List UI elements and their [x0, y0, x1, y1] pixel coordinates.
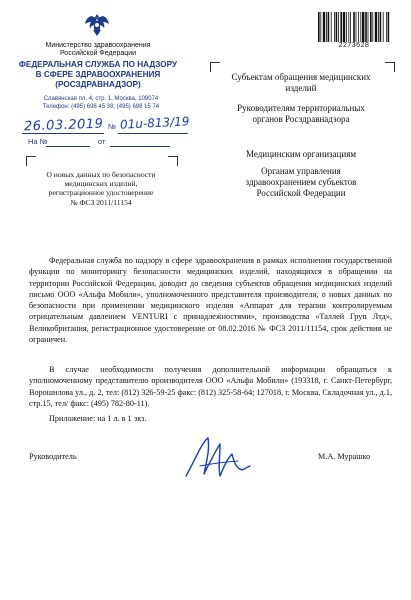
addressee-1: Субъектам обращения медицинских изделий — [231, 72, 371, 93]
number-underline — [118, 133, 188, 134]
body-paragraph-2 — [29, 364, 392, 409]
date-underline — [22, 133, 104, 134]
barcode-bar — [356, 12, 357, 42]
barcode-bar — [383, 12, 384, 42]
ministry-name-line1: Министерство здравоохранения — [45, 42, 151, 49]
barcode-bar — [318, 12, 320, 42]
handwritten-signature — [180, 432, 254, 484]
barcode-bar — [328, 12, 330, 42]
subject-bracket-right — [168, 156, 178, 166]
barcode-bar — [380, 12, 382, 42]
barcode-bar — [386, 12, 387, 42]
sender-phone: Телефон: (495) 698 45 38; (495) 698 15 74 — [42, 104, 160, 110]
barcode-bar — [323, 12, 325, 42]
subject-bracket-left — [26, 156, 36, 166]
reference-number-line — [46, 146, 90, 147]
reference-date-line — [110, 146, 170, 147]
barcode-bar — [346, 12, 347, 42]
body-paragraph-1-text: Федеральная служба по надзору в сфере здравоохранения в рамках исполнения государственной функции по мониторингу безопасности медицинских изделий, находящихся в обращении на территории Российской Федерации, доводит до сведения субъектов обращения медицинских изделий письмо ООО «Альфа Мобили», уполномоченного представителя производителя, о новых данных по безопасности при применении медицинского изделия «Аппарат для терапии контролируемым отрицательным давлением VENTURI с принадлежностями», производства «Таллей Груп Лтд», Великобритания, регистрационное удостоверение от 08.02.2016 № ФСЗ 2011/11154, срок действия не ограничен. — [29, 256, 392, 345]
barcode-number: 2273628 — [338, 42, 370, 49]
barcode-bar — [370, 12, 372, 42]
signatory-role: Руководитель — [29, 452, 77, 461]
subject-line2: медицинских изделий, — [64, 179, 138, 189]
barcode-bar — [348, 12, 349, 42]
double-headed-eagle-icon — [82, 10, 112, 40]
barcode-bar — [375, 12, 377, 42]
letter-subject — [26, 170, 176, 207]
barcode-bar — [334, 12, 335, 42]
registration-date: 26.03.2019 — [23, 116, 104, 135]
barcode-bar — [331, 12, 332, 42]
barcode-bar — [336, 12, 338, 42]
service-name-line3: (РОСЗДРАВНАДЗОР) — [55, 80, 141, 89]
barcode-bar — [372, 12, 373, 42]
barcode-bar — [343, 12, 345, 42]
barcode-bar — [326, 12, 327, 42]
barcode-bar — [365, 12, 367, 42]
barcode-bar — [388, 12, 390, 42]
barcode-bar — [368, 12, 369, 42]
subject-line1: О новых данных по безопасности — [46, 170, 156, 179]
body-paragraph-2-text: В случае необходимости получения дополнительной информации обращаться к уполномоченному представителю производителя ООО «Альфа Мобили» (193318, г. Санкт-Петербург, Ворошилова ул., д. 2, тел: (812) 326-59-25 факс: (812) 325-58-64; 127018, г. Москва, Складочная ул., д.1, стр.15, тел/ факс: (495) 782-80-11). — [29, 365, 392, 408]
barcode-bar — [360, 12, 361, 42]
sender-address: Славянская пл. 4, стр. 1, Москва, 109074 — [43, 96, 159, 102]
barcode-bar — [340, 12, 342, 42]
reference-number-label: На № — [28, 137, 48, 146]
service-name-line2: В СФЕРЕ ЗДРАВООХРАНЕНИЯ — [35, 70, 161, 79]
subject-line4: № ФСЗ 2011/11154 — [70, 197, 132, 207]
barcode-bar — [353, 12, 355, 42]
registration-number-label: № — [108, 122, 117, 131]
barcode-bar — [362, 12, 364, 42]
signatory-name: М.А. Мурашко — [318, 452, 371, 461]
registration-number: 01u-813/19 — [119, 114, 190, 132]
addressee-4: Органам управления здравоохранением субъектов Российской Федерации — [245, 166, 357, 198]
addressee-bracket-left — [210, 62, 220, 72]
reference-date-label: от — [98, 137, 106, 146]
attachment-note: Приложение: на 1 л. в 1 экз. — [49, 414, 147, 423]
barcode-bar — [350, 12, 351, 42]
barcode-bar — [378, 12, 379, 42]
subject-line3: регистрационное удостоверение — [48, 188, 154, 198]
addressee-3: Медицинским организациям — [245, 149, 357, 159]
addressee-bracket-right — [385, 62, 395, 72]
body-paragraph-1 — [29, 255, 392, 345]
ministry-name-line2: Российской Федерации — [59, 50, 137, 57]
barcode-bar — [320, 12, 321, 42]
barcode-bar — [338, 12, 339, 42]
barcode-bar — [358, 12, 359, 42]
barcode-graphic — [318, 12, 390, 42]
service-name-line1: ФЕДЕРАЛЬНАЯ СЛУЖБА ПО НАДЗОРУ — [18, 60, 178, 69]
addressee-2: Руководителям территориальных органов Росздравнадзора — [237, 103, 365, 124]
